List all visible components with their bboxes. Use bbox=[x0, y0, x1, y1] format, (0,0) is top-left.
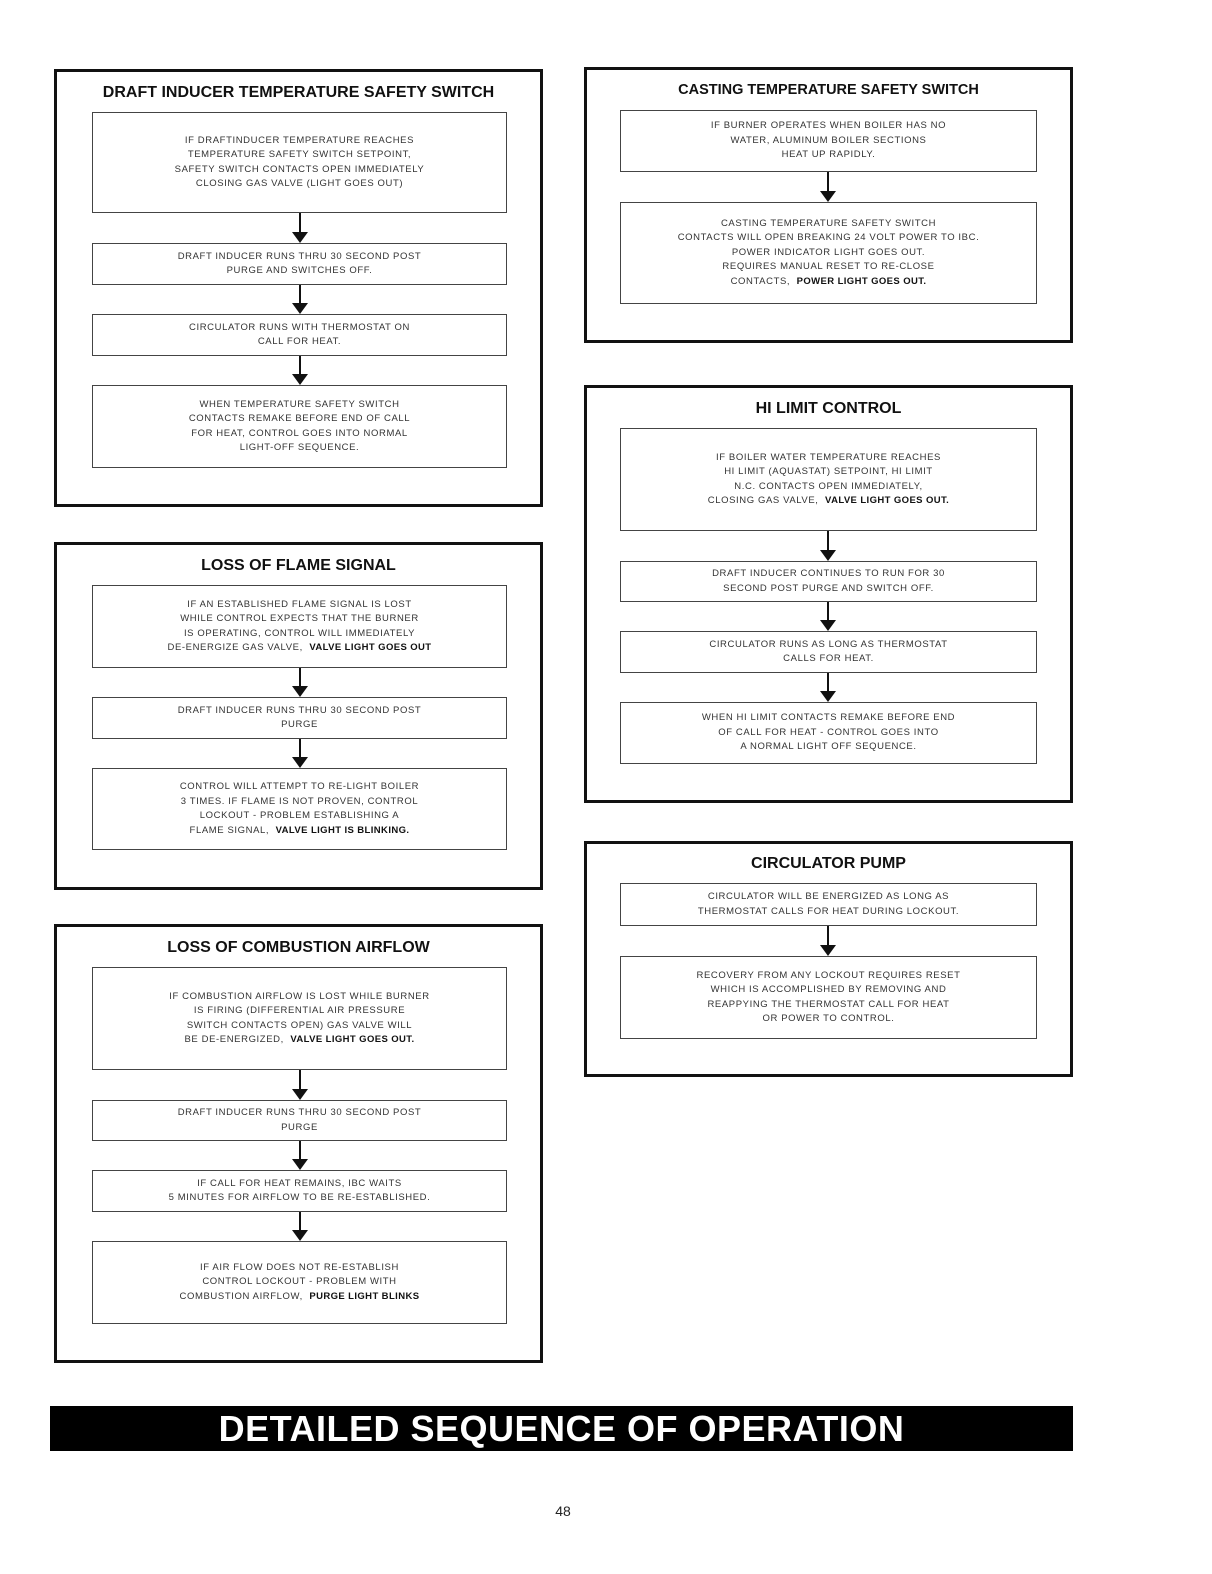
step-line: WATER, ALUMINUM BOILER SECTIONS bbox=[730, 134, 927, 146]
panel-title: LOSS OF COMBUSTION AIRFLOW bbox=[167, 939, 430, 956]
status-emphasis: VALVE LIGHT GOES OUT. bbox=[825, 495, 950, 506]
step-line: IF DRAFTINDUCER TEMPERATURE REACHES bbox=[184, 134, 415, 146]
step-line: CONTACTS WILL OPEN BREAKING 24 VOLT POWER TO IBC. bbox=[677, 232, 980, 244]
step-line: LIGHT-OFF SEQUENCE. bbox=[239, 442, 360, 453]
step-line: CONTROL WILL ATTEMPT TO RE-LIGHT BOILER bbox=[179, 781, 420, 792]
flow-step bbox=[620, 631, 1037, 673]
step-line: PURGE bbox=[281, 1121, 318, 1133]
step-line: CIRCULATOR RUNS WITH THERMOSTAT ON bbox=[189, 321, 410, 333]
flow-arrow bbox=[820, 673, 836, 702]
step-line: OR POWER TO CONTROL. bbox=[762, 1013, 895, 1024]
step-line: HEAT UP RAPIDLY. bbox=[781, 149, 876, 161]
step-line: SECOND POST PURGE AND SWITCH OFF. bbox=[723, 582, 934, 594]
step-line bbox=[168, 641, 432, 656]
panel-hi-limit-control bbox=[584, 385, 1073, 803]
step-line bbox=[731, 275, 927, 290]
flow-step bbox=[620, 956, 1037, 1039]
step-line: CONTROL LOCKOUT - PROBLEM WITH bbox=[202, 1276, 397, 1288]
flow-step bbox=[620, 110, 1037, 172]
panel-title: HI LIMIT CONTROL bbox=[755, 400, 902, 417]
step-line: WHILE CONTROL EXPECTS THAT THE BURNER bbox=[180, 613, 419, 624]
flow-step bbox=[92, 314, 507, 356]
step-line: CLOSING GAS VALVE (LIGHT GOES OUT) bbox=[195, 178, 404, 189]
step-line-text: BE DE-ENERGIZED, bbox=[184, 1034, 284, 1045]
status-emphasis: VALVE LIGHT GOES OUT bbox=[309, 642, 432, 653]
flow-arrow bbox=[292, 739, 308, 768]
flow-step bbox=[92, 1241, 507, 1324]
step-line: FOR HEAT, CONTROL GOES INTO NORMAL bbox=[191, 427, 408, 439]
flow-arrow bbox=[292, 213, 308, 243]
step-line: DRAFT INDUCER RUNS THRU 30 SECOND POST bbox=[177, 250, 422, 262]
flow-step bbox=[92, 1100, 507, 1141]
step-line: CIRCULATOR RUNS AS LONG AS THERMOSTAT bbox=[709, 638, 948, 650]
status-emphasis: POWER LIGHT GOES OUT. bbox=[796, 275, 927, 287]
panel-circulator-pump bbox=[584, 841, 1073, 1077]
step-line: WHICH IS ACCOMPLISHED BY REMOVING AND bbox=[710, 984, 947, 995]
flow-arrow bbox=[292, 285, 308, 314]
step-line: CASTING TEMPERATURE SAFETY SWITCH bbox=[720, 217, 937, 229]
step-line: CALL FOR HEAT. bbox=[257, 336, 342, 347]
step-line: IF AIR FLOW DOES NOT RE-ESTABLISH bbox=[200, 1261, 399, 1273]
step-line: IF BURNER OPERATES WHEN BOILER HAS NO bbox=[710, 120, 947, 132]
step-line: IS OPERATING, CONTROL WILL IMMEDIATELY bbox=[183, 627, 416, 639]
step-line: 3 TIMES. IF FLAME IS NOT PROVEN, CONTROL bbox=[180, 795, 419, 807]
step-line: LOCKOUT - PROBLEM ESTABLISHING A bbox=[199, 810, 400, 821]
step-line-text: DE-ENERGIZE GAS VALVE, bbox=[167, 642, 303, 653]
step-line: PURGE bbox=[281, 719, 318, 730]
step-line: RECOVERY FROM ANY LOCKOUT REQUIRES RESET bbox=[696, 969, 961, 981]
step-line: REAPPYING THE THERMOSTAT CALL FOR HEAT bbox=[707, 998, 950, 1010]
step-line: POWER INDICATOR LIGHT GOES OUT. bbox=[731, 246, 926, 258]
status-emphasis: PURGE LIGHT BLINKS bbox=[309, 1290, 420, 1302]
panel-title: CASTING TEMPERATURE SAFETY SWITCH bbox=[678, 82, 979, 98]
step-line: WHEN HI LIMIT CONTACTS REMAKE BEFORE END bbox=[701, 712, 956, 724]
status-emphasis: VALVE LIGHT GOES OUT. bbox=[290, 1034, 415, 1045]
step-line: N.C. CONTACTS OPEN IMMEDIATELY, bbox=[734, 480, 923, 492]
flow-step bbox=[620, 883, 1037, 926]
step-line: IF AN ESTABLISHED FLAME SIGNAL IS LOST bbox=[187, 598, 412, 610]
step-line: A NORMAL LIGHT OFF SEQUENCE. bbox=[740, 741, 917, 753]
step-line-text: COMBUSTION AIRFLOW, bbox=[179, 1290, 303, 1302]
step-line: REQUIRES MANUAL RESET TO RE-CLOSE bbox=[722, 261, 935, 273]
panel-title: CIRCULATOR PUMP bbox=[751, 855, 906, 872]
panel-loss-of-flame-signal bbox=[54, 542, 543, 890]
flow-step bbox=[92, 112, 507, 213]
step-line-text: CONTACTS, bbox=[730, 275, 791, 287]
panel-casting-temperature-safety-switch bbox=[584, 67, 1073, 343]
step-line: IF COMBUSTION AIRFLOW IS LOST WHILE BURNER bbox=[169, 990, 430, 1002]
flow-step bbox=[92, 243, 507, 285]
flow-arrow bbox=[292, 1141, 308, 1170]
flow-arrow bbox=[820, 172, 836, 202]
step-line: DRAFT INDUCER RUNS THRU 30 SECOND POST bbox=[177, 704, 422, 716]
flow-arrow bbox=[292, 668, 308, 697]
flow-step bbox=[92, 1170, 507, 1212]
flow-step bbox=[620, 561, 1037, 602]
step-line: 5 MINUTES FOR AIRFLOW TO BE RE-ESTABLISHED. bbox=[168, 1192, 431, 1203]
flow-step bbox=[620, 202, 1037, 304]
section-banner: DETAILED SEQUENCE OF OPERATION bbox=[50, 1406, 1073, 1451]
step-line bbox=[190, 824, 410, 839]
panel-loss-of-combustion-airflow bbox=[54, 924, 543, 1363]
flow-step bbox=[92, 697, 507, 739]
step-line: THERMOSTAT CALLS FOR HEAT DURING LOCKOUT. bbox=[697, 905, 960, 917]
step-line: OF CALL FOR HEAT - CONTROL GOES INTO bbox=[718, 726, 939, 738]
flow-arrow bbox=[292, 1070, 308, 1100]
step-line-text: FLAME SIGNAL, bbox=[189, 824, 270, 836]
panel-draft-inducer-safety-switch bbox=[54, 69, 543, 507]
step-line: IF BOILER WATER TEMPERATURE REACHES bbox=[716, 451, 941, 463]
step-line: TEMPERATURE SAFETY SWITCH SETPOINT, bbox=[187, 149, 412, 160]
panel-title: LOSS OF FLAME SIGNAL bbox=[201, 557, 396, 574]
step-line: CALLS FOR HEAT. bbox=[783, 653, 874, 664]
flow-step bbox=[620, 702, 1037, 764]
flow-arrow bbox=[292, 1212, 308, 1241]
panel-title: DRAFT INDUCER TEMPERATURE SAFETY SWITCH bbox=[102, 84, 495, 101]
flow-step bbox=[92, 967, 507, 1070]
step-line: CIRCULATOR WILL BE ENERGIZED AS LONG AS bbox=[707, 891, 950, 902]
step-line: PURGE AND SWITCHES OFF. bbox=[226, 265, 373, 276]
step-line bbox=[708, 494, 949, 509]
page-number: 48 bbox=[555, 1503, 571, 1519]
flow-arrow bbox=[820, 602, 836, 631]
status-emphasis: VALVE LIGHT IS BLINKING. bbox=[275, 824, 410, 836]
step-line: DRAFT INDUCER CONTINUES TO RUN FOR 30 bbox=[712, 568, 945, 579]
flow-step bbox=[92, 768, 507, 850]
flow-arrow bbox=[820, 926, 836, 956]
flow-arrow bbox=[292, 356, 308, 385]
step-line: DRAFT INDUCER RUNS THRU 30 SECOND POST bbox=[177, 1107, 422, 1118]
flow-step bbox=[92, 585, 507, 668]
step-line: WHEN TEMPERATURE SAFETY SWITCH bbox=[199, 398, 400, 410]
step-line: IF CALL FOR HEAT REMAINS, IBC WAITS bbox=[197, 1177, 402, 1189]
step-line bbox=[180, 1290, 420, 1305]
step-line: IS FIRING (DIFFERENTIAL AIR PRESSURE bbox=[193, 1005, 406, 1016]
flow-step bbox=[620, 428, 1037, 531]
step-line: HI LIMIT (AQUASTAT) SETPOINT, HI LIMIT bbox=[724, 466, 933, 477]
step-line bbox=[185, 1033, 415, 1048]
step-line: CONTACTS REMAKE BEFORE END OF CALL bbox=[188, 413, 411, 424]
step-line: SWITCH CONTACTS OPEN) GAS VALVE WILL bbox=[186, 1019, 413, 1031]
step-line: SAFETY SWITCH CONTACTS OPEN IMMEDIATELY bbox=[174, 163, 425, 175]
flow-arrow bbox=[820, 531, 836, 561]
flow-step bbox=[92, 385, 507, 468]
step-line-text: CLOSING GAS VALVE, bbox=[707, 495, 819, 506]
